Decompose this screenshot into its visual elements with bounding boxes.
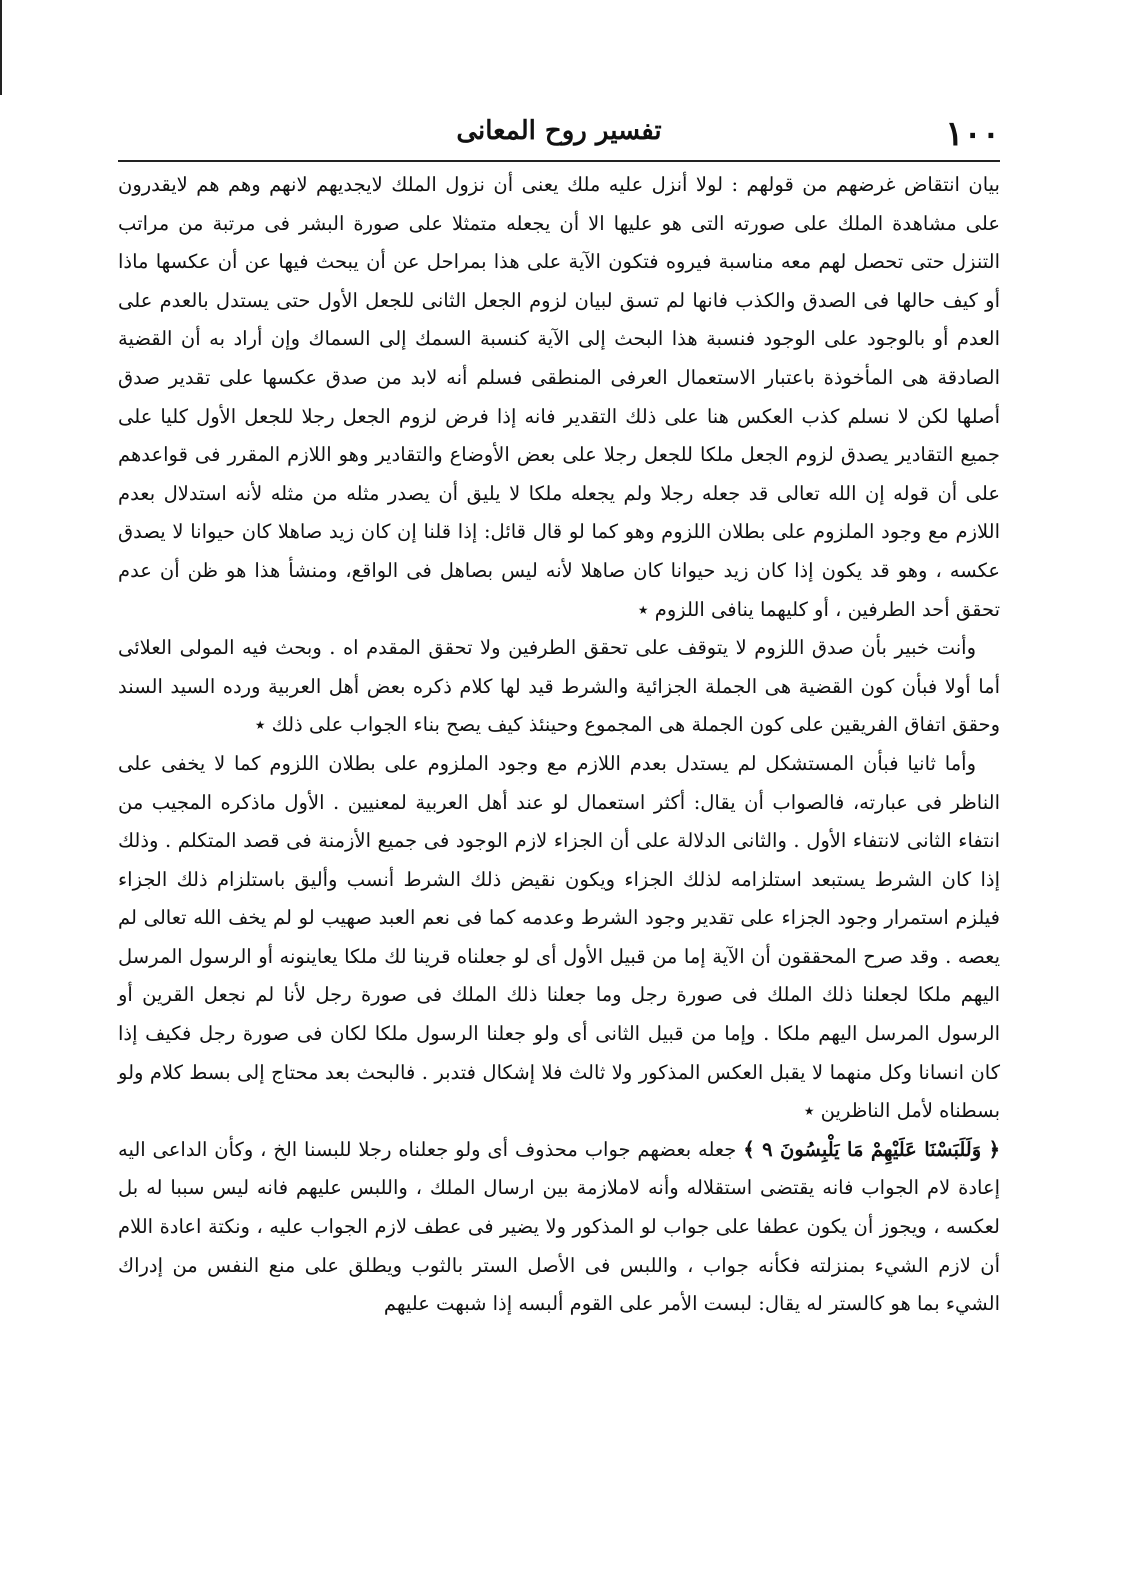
paragraph-1: بيان انتقاض غرضهم من قولهم : لولا أنزل عليه ملك يعنى أن نزول الملك لايجديهم لانهم وهم هم لايقدرون على مشاهدة الملك على صورته التى هو عليها الا أن يجعله متمثلا على صورة البشر فى مرتبة من مراتب التنزل حتى تحصل لهم معه مناسبة فيروه فتكون الآية على هذا بمراحل عن أن يبحث فيها عن أن عكسها ماذا أو كيف حالها فى الصدق والكذب فانها لم تسق لبيان لزوم الجعل الثانى للجعل الأول حتى يستدل بالعدم على العدم أو بالوجود على الوجود فنسبة هذا البحث إلى الآية كنسبة السمك إلى السماك وإن أراد به أن القضية الصادقة هى المأخوذة باعتبار الاستعمال العرفى المنطقى فسلم أنه لابد من صدق عكسها على تقدير صدق أصلها لكن لا نسلم كذب العكس هنا على ذلك التقدير فانه إذا فرض لزوم الجعل رجلا للجعل الأول كليا على جميع التقادير يصدق لزوم الجعل ملكا للجعل رجلا على بعض الأوضاع والتقادير وهو اللازم المقرر فى قواعدهم على أن قوله إن الله تعالى قد جعله رجلا ولم يجعله ملكا لا يليق أن يصدر مثله من مثله لأنه استدلال بعدم اللازم مع وجود الملزوم على بطلان اللزوم وهو كما لو قال قائل: إذا قلنا إن كان زيد صاهلا كان حيوانا لا يصدق عكسه ، وهو قد يكون إذا كان زيد حيوانا كان صاهلا لأنه ليس بصاهل فى الواقع، ومنشأ هذا هو ظن أن عدم تحقق أحد الطرفين ، أو كليهما ينافى اللزوم ٭: [118, 173, 1000, 621]
quran-verse-heading: ﴿ وَلَلَبَسْنَا عَلَيْهِمْ مَا يَلْبِسُونَ ٩ ﴾: [743, 1137, 1001, 1161]
paragraph-2: وأنت خبير بأن صدق اللزوم لا يتوقف على تحقق الطرفين ولا تحقق المقدم اه . وبحث فيه المولى العلائى أما أولا فبأن كون القضية هى الجملة الجزائية والشرط قيد لها كلام ذكره بعض أهل العربية ورده السيد السند وحقق اتفاق الفريقين على كون الجملة هى المجموع وحينئذ كيف يصح بناء الجواب على ذلك ٭: [118, 636, 1000, 737]
header-rule: [118, 160, 1000, 162]
page-header: [118, 108, 1000, 164]
paragraph-3: وأما ثانيا فبأن المستشكل لم يستدل بعدم اللازم مع وجود الملزوم على بطلان اللزوم كما لا يخفى على الناظر فى عبارته، فالصواب أن يقال: أكثر استعمال لو عند أهل العربية لمعنيين . الأول ماذكره المجيب من انتفاء الثانى لانتفاء الأول . والثانى الدلالة على أن الجزاء لازم الوجود فى جميع الأزمنة فى قصد المتكلم . وذلك إذا كان الشرط يستبعد استلزامه لذلك الجزاء ويكون نقيض ذلك الشرط أنسب وأليق باستلزام ذلك الجزاء فيلزم استمرار وجود الجزاء على تقدير وجود الشرط وعدمه كما فى نعم العبد صهيب لو لم يخف الله تعالى لم يعصه . وقد صرح المحققون أن الآية إما من قبيل الأول أى لو جعلناه قرينا لك ملكا يعاينونه أو الرسول المرسل اليهم ملكا لجعلنا ذلك الملك فى صورة رجل وما جعلنا ذلك الملك فى صورة رجل لأنا لم نجعل القرين أو الرسول المرسل اليهم ملكا . وإما من قبيل الثانى أى ولو جعلنا الرسول ملكا لكان فى صورة رجل فكيف إذا كان انسانا وكل منهما لا يقبل العكس المذكور ولا ثالث فلا إشكال فتدبر . فالبحث بعد محتاج إلى بسط كلام ولو بسطناه لأمل الناظرين ٭: [118, 751, 1000, 1123]
running-title: تفسير روح المعانى: [456, 116, 662, 146]
page-edge-line: [0, 0, 2, 95]
paragraph-4: [118, 1131, 1000, 1324]
page-number: ١٠٠: [945, 114, 1000, 154]
paragraph-4-text: جعله بعضهم جواب محذوف أى ولو جعلناه رجلا للبسنا الخ ، وكأن الداعى اليه إعادة لام الجواب فانه يقتضى استقلاله وأنه لاملازمة بين ارسال الملك ، واللبس عليهم فانه ليس سببا له بل لعكسه ، ويجوز أن يكون عطفا على جواب لو المذكور ولا يضير فى عطف لازم الجواب عليه ، ونكتة اعادة اللام أن لازم الشيء بمنزلته فكأنه جواب ، واللبس فى الأصل الستر بالثوب ويطلق على منع النفس من إدراك الشيء بما هو كالستر له يقال: لبست الأمر على القوم ألبسه إذا شبهت عليهم: [118, 1137, 1000, 1316]
page-body: [118, 166, 1000, 1324]
